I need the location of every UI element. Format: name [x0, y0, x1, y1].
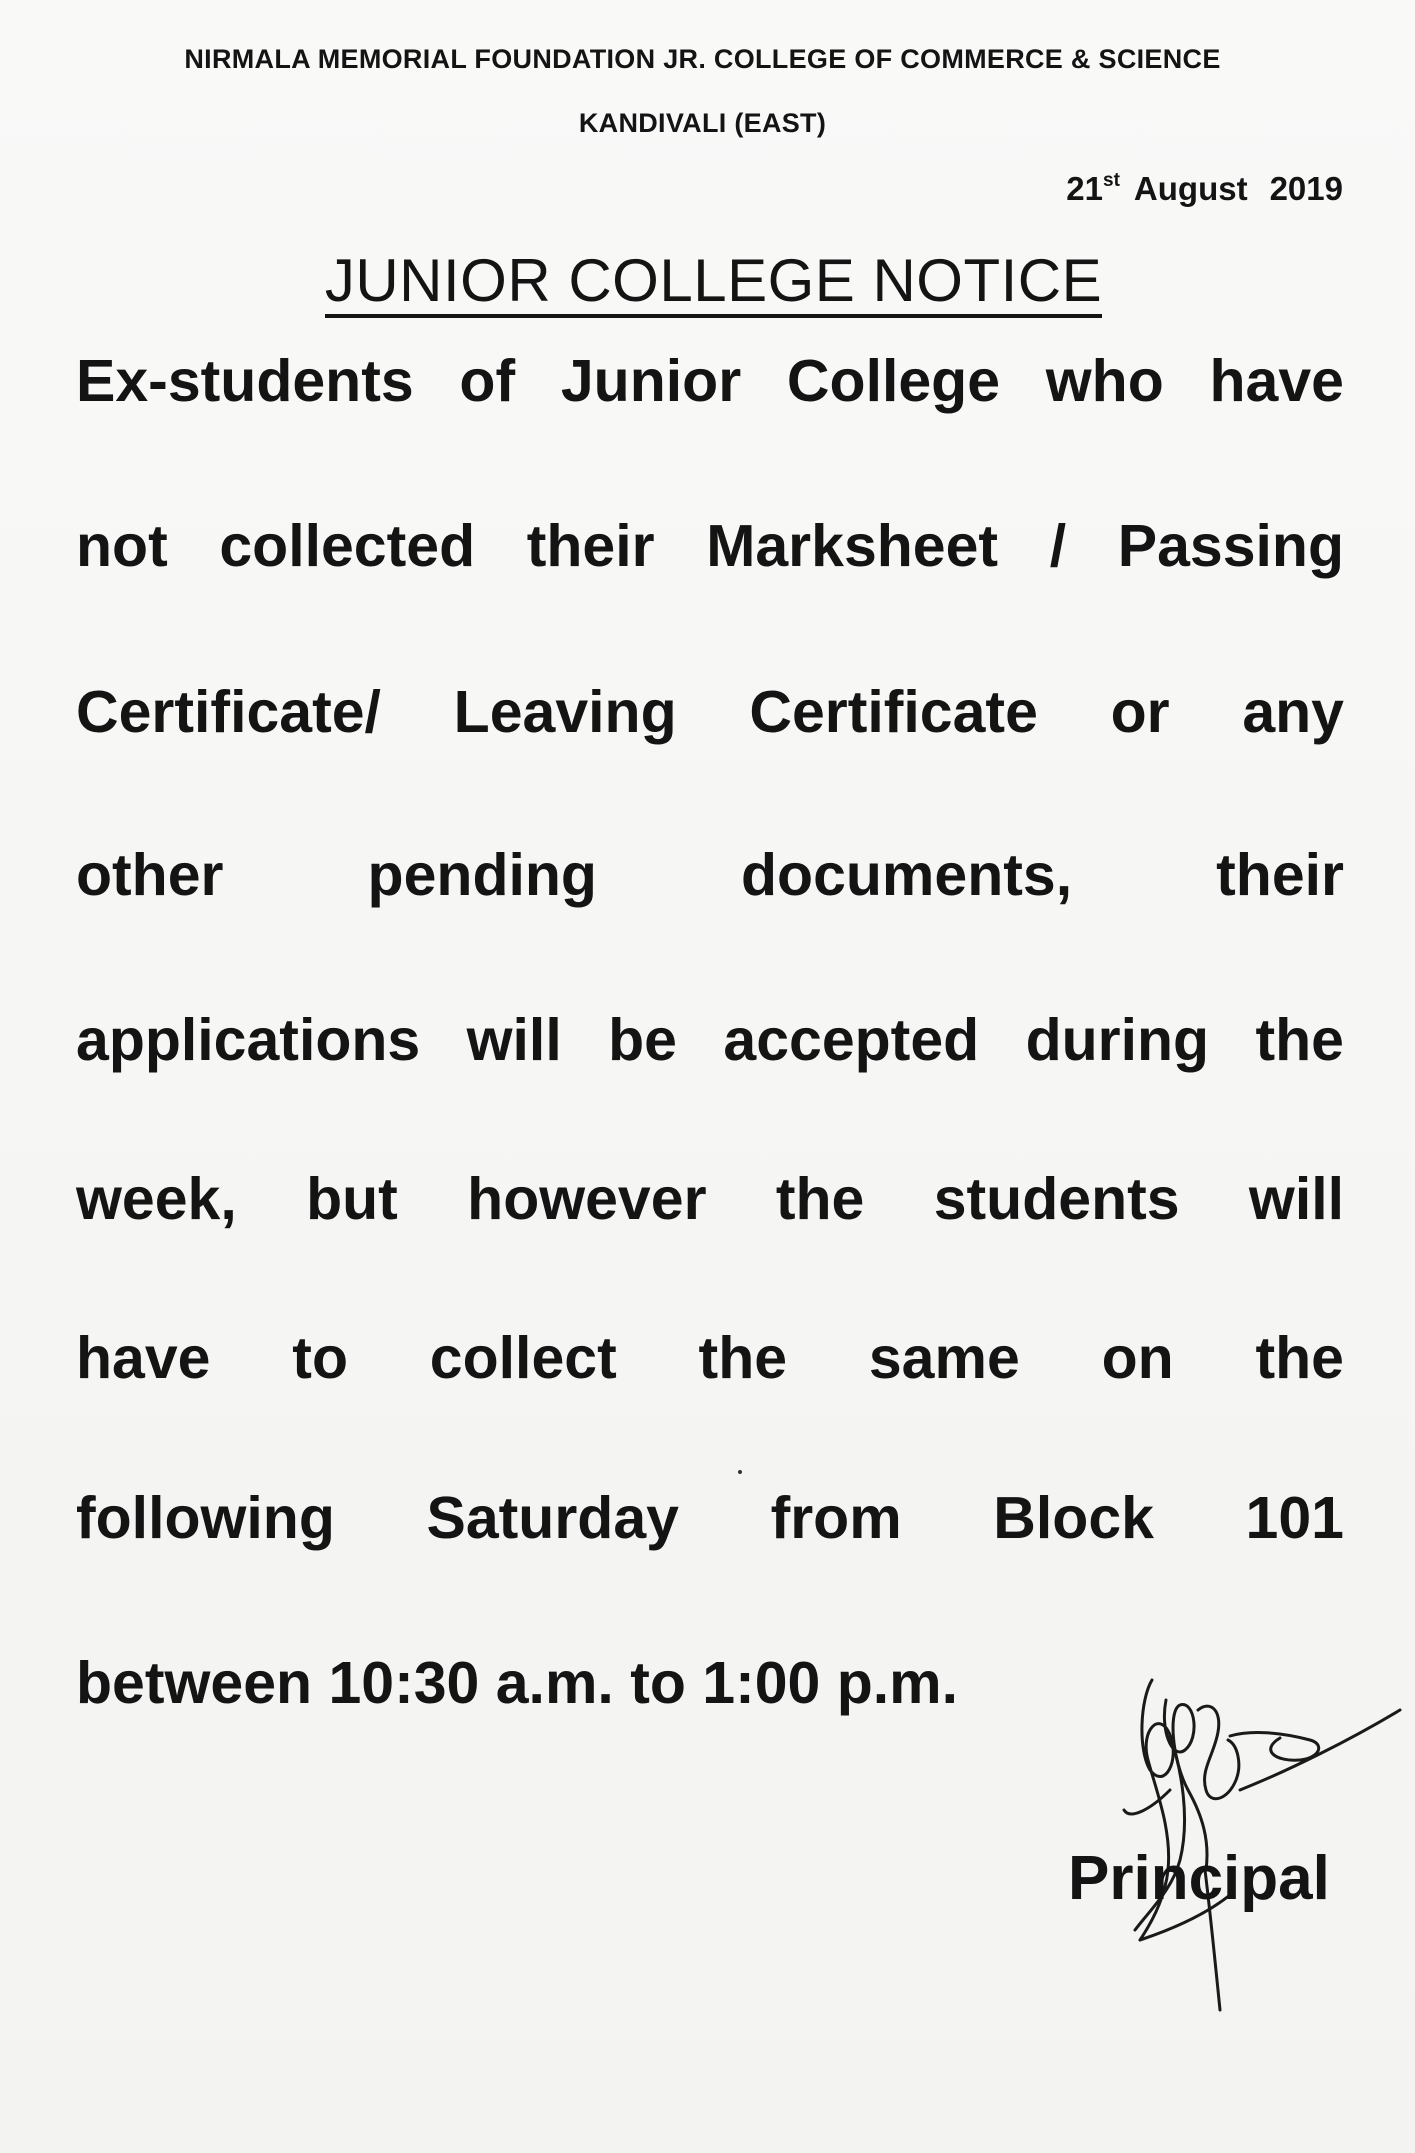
date-suffix: st — [1103, 170, 1120, 191]
notice-body-line: between 10:30 a.m. to 1:00 p.m. — [76, 1650, 959, 1716]
notice-date — [1066, 170, 1343, 208]
notice-title-text: JUNIOR COLLEGE NOTICE — [325, 249, 1102, 318]
institution-location: KANDIVALI (EAST) — [578, 108, 827, 138]
paper-speck — [738, 1470, 742, 1474]
date-day: 21 — [1066, 170, 1104, 207]
signatory-title: Principal — [1068, 1844, 1330, 1913]
notice-body-line: Ex-students of Junior College who have — [76, 348, 1344, 414]
institution-name: NIRMALA MEMORIAL FOUNDATION JR. COLLEGE OF COMMERCE & SCIENCE — [184, 44, 1221, 74]
notice-body-line: Certificate/ Leaving Certificate or any — [76, 679, 1344, 745]
date-year: 2019 — [1269, 170, 1343, 207]
principal-signature — [1110, 1640, 1410, 2020]
notice-body-line: following Saturday from Block 101 — [76, 1485, 1344, 1551]
date-month: August — [1133, 170, 1248, 207]
notice-title — [6, 246, 1415, 318]
notice-body-line: not collected their Marksheet / Passing — [76, 513, 1344, 579]
notice-body-line: applications will be accepted during the — [76, 1007, 1344, 1073]
notice-body-line: have to collect the same on the — [76, 1325, 1344, 1391]
notice-body-line: other pending documents, their — [76, 842, 1344, 908]
notice-body-line: week, but however the students will — [76, 1166, 1344, 1232]
